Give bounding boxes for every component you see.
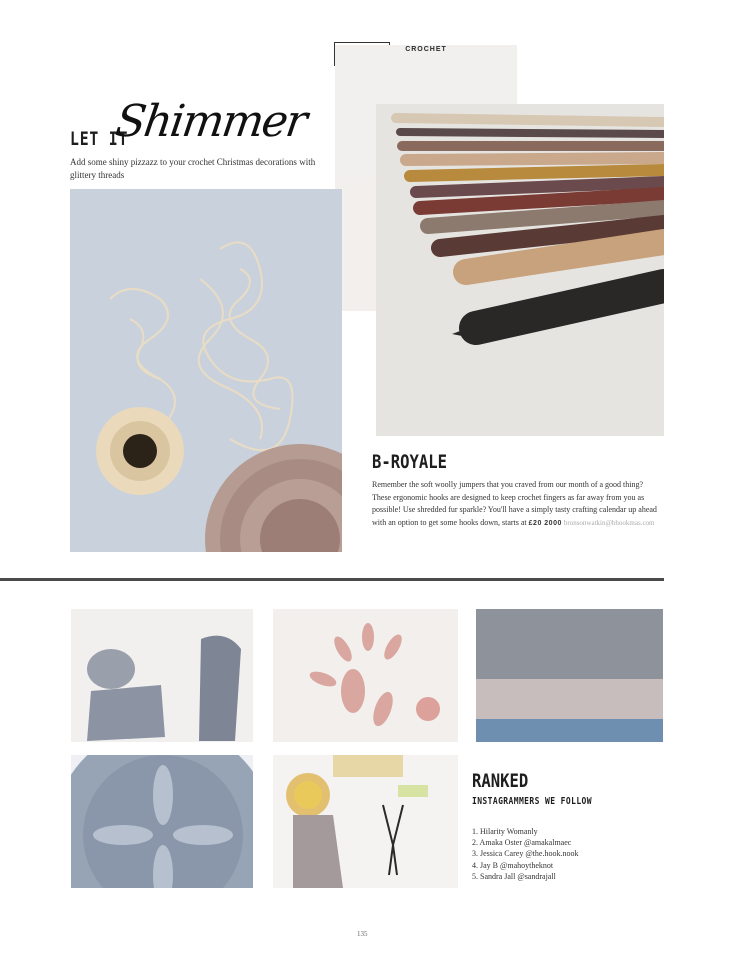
ranked-item: 4. Jay B @mahoytheknot (472, 860, 554, 870)
b-royale-body (372, 479, 662, 530)
ranked-title: RANKED (472, 770, 529, 792)
section-divider (0, 578, 664, 581)
crochet-hooks-photo (376, 104, 664, 436)
feature-deck: Add some shiny pizzazz to your crochet Christmas decorations with glittery threads (70, 157, 316, 180)
ranked-item: 3. Jessica Carey @the.hook.nook (472, 849, 579, 859)
ranked-item: 2. Amaka Oster @amakalmaec (472, 838, 572, 848)
section-label-box (334, 42, 447, 66)
ranked-subtitle: INSTAGRAMMERS WE FOLLOW (472, 796, 592, 807)
ranked-item: 1. Hilarity Womanly (472, 827, 538, 836)
ranked-item: 5. Sandra Jall @sandrajall (472, 871, 556, 881)
twine-photo (70, 189, 342, 552)
product-photo-4 (71, 755, 253, 888)
b-royale-text: Remember the soft woolly jumpers that you craved from our month of a good thing? These ergonomic hooks are designed to keep crochet fingers as far away from you as possible! Use shredded fur sparkle? You'll have a simply tasty crafting calendar up ahead with an option to get some hooks down, starts at (372, 480, 657, 527)
b-royale-price: £20 2000 (528, 519, 562, 527)
page-number: 135 (357, 930, 368, 938)
product-photo-1 (71, 609, 253, 742)
product-photo-2 (273, 609, 458, 742)
b-royale-title: B-ROYALE (372, 451, 448, 473)
ranked-list (472, 826, 578, 882)
b-royale-url[interactable]: bronsonwatkin@bhookmas.com (563, 518, 655, 527)
headline-part-1: LET IT (70, 128, 129, 150)
product-photo-5 (273, 755, 458, 888)
section-title: CROCHET (335, 45, 517, 178)
headline-script: Shimmer (112, 96, 309, 147)
product-photo-3 (476, 609, 663, 742)
